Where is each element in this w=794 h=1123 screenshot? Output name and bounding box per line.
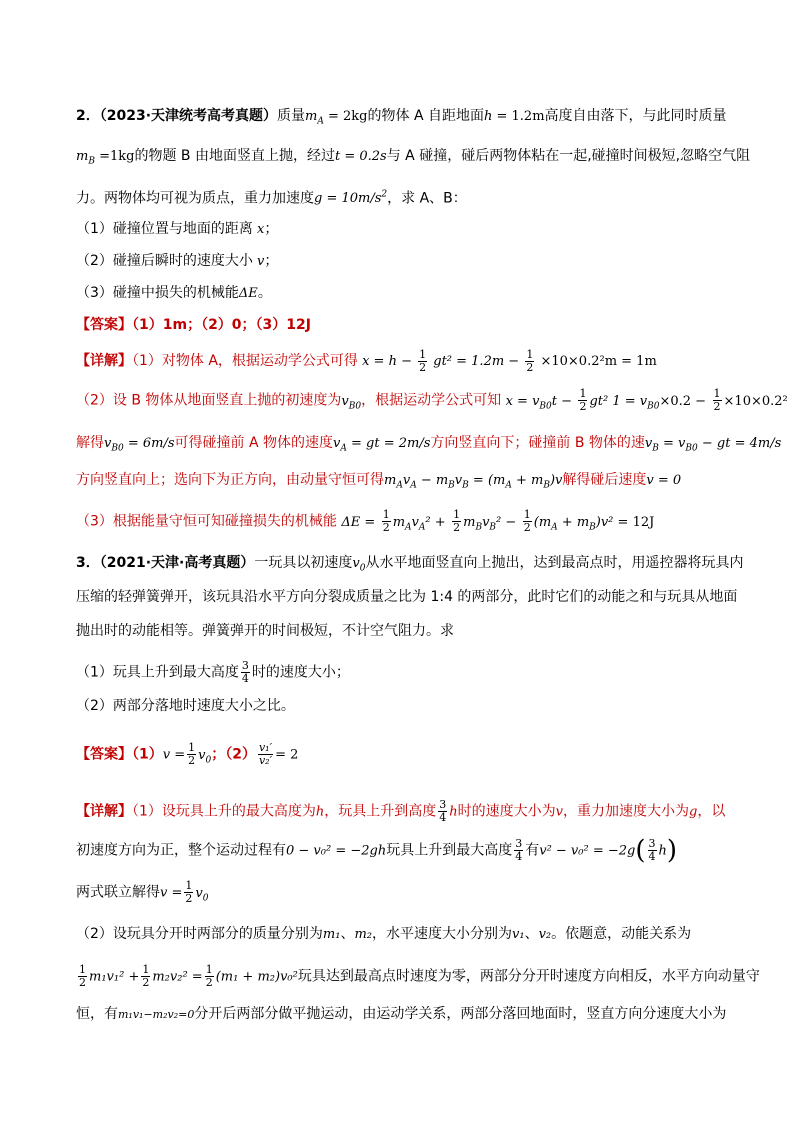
q2-sub-2: （2）碰撞后瞬时的速度大小 v； — [76, 253, 279, 269]
q2-detail-4: 方向竖直向上；选向下为正方向，由动量守恒可得$m_Av_A - m_Bv_B = (m_A + m_B)v$解得碰后速度v = 0 — [76, 472, 682, 491]
q2-detail-1: 【详解】（1）对物体 A，根据运动学公式可得 x = h − $\frac{1}{2}$ gt² = 1.2m − $\frac{1}{2}$ ×10×0.2²m = 1m — [76, 348, 657, 374]
q3-line-3: 抛出时的动能相等。弹簧弹开的时间极短，不计空气阻力。求 — [76, 623, 454, 639]
answer-tag: 【答案】 — [76, 317, 132, 333]
q3-number: 3． — [76, 555, 100, 571]
q2-text: 与 A 碰撞，碰后两物体粘在一起,碰撞时间极短,忽略空气阻 — [386, 148, 751, 164]
q2-line-2 — [76, 146, 750, 172]
q2-text: 质量 — [277, 108, 306, 124]
q3-sub-1: （1）玩具上升到最大高度 $\frac{3}{4}$ 时的速度大小； — [76, 659, 350, 685]
math-h: h — [484, 109, 493, 124]
q3-detail-2: 初速度方向为正，整个运动过程有0 − v₀² = −2gh玩具上升到最大高度 $\frac{3}{4}$ 有v² − v₀² = −2g( $\frac{3}{4}$ h) — [76, 835, 678, 866]
q2-line-1 — [76, 106, 727, 132]
q3-line-2: 压缩的轻弹簧弹开，该玩具沿水平方向分裂成质量之比为 1:4 的两部分，此时它们的动能之和与玩具从地面 — [76, 589, 738, 605]
math-t: t — [334, 149, 341, 164]
q3-line-1: 3．（2021·天津·高考真题）一玩具以初速度$v_0$从水平地面竖直向上抛出，达到最高点时，用遥控器将玩具内 — [76, 555, 744, 574]
q3-source: （2021·天津·高考真题） — [99, 555, 255, 571]
q2-text: 的物题 B 由地面竖直上抛，经过 — [134, 148, 335, 164]
answer-tag: 【答案】 — [76, 746, 132, 763]
detail-tag: 【详解】 — [76, 803, 132, 820]
q3-detail-6: 恒，有m₁v₁−m₂v₂=0分开后两部分做平抛运动，由运动学关系，两部分落回地面时，竖直方向分速度大小为 — [76, 1006, 727, 1022]
q2-text: 力。两物体均可视为质点，重力加速度 — [76, 190, 314, 207]
q2-answer — [76, 315, 311, 335]
q2-source: （2023·天津统考高考真题） — [99, 108, 278, 124]
q3-answer: 【答案】（1）v = $\frac{1}{2}$ $v_0$；（2） $\frac{\text{v₁′}}{\text{v₂′}}$ = 2 — [76, 741, 299, 767]
math-mA-val: = 2kg — [323, 109, 368, 124]
answer-value: （1）1m；（2）0；（3）12J — [132, 317, 311, 333]
q3-detail-4: （2）设玩具分开时两部分的质量分别为m₁、m₂，水平速度大小分别为v₁、v₂。依题意，动能关系为 — [76, 926, 692, 942]
q2-sub-1: （1）碰撞位置与地面的距离 x； — [76, 221, 279, 237]
math-h-val: = 1.2m — [492, 109, 545, 124]
detail-tag: 【详解】 — [76, 353, 132, 369]
q2-text: 高度自由落下，与此同时质量 — [544, 108, 727, 124]
q2-number: 2． — [76, 108, 100, 124]
q3-sub-2: （2）两部分落地时速度大小之比。 — [76, 698, 295, 714]
q2-text: ，求 A、B： — [387, 190, 467, 207]
q2-detail-2: （2）设 B 物体从地面竖直上抛的初速度为$v_{B0}$，根据运动学公式可知 $x = v_{B0}t$ − $\frac{1}{2}$ gt² $1 = v_{B0}\times 0.2$ − $\frac{1}{2}$ ×10×0.2² — [76, 387, 788, 413]
math-mB-val: =1kg — [94, 149, 135, 164]
math-mB: $m_B$ — [76, 149, 95, 167]
q2-line-3 — [76, 185, 467, 209]
q3-detail-1: 【详解】（1）设玩具上升的最大高度为h，玩具上升到高度 $\frac{3}{4}$ h时的速度大小为v，重力加速度大小为g，以 — [76, 798, 726, 824]
q3-detail-3: 两式联立解得v = $\frac{1}{2}$ $v_0$ — [76, 879, 209, 905]
q2-text: 的物体 A 自距地面 — [367, 108, 484, 124]
math-t-val: = 0.2s — [340, 149, 387, 164]
math-g: $g = 10m/s^2$ — [314, 190, 388, 207]
math-mA: $m_A$ — [305, 109, 324, 127]
q2-sub-3: （3）碰撞中损失的机械能ΔE。 — [76, 285, 272, 301]
q2-detail-5: （3）根据能量守恒可知碰撞损失的机械能 ΔE = $\frac{1}{2}$ $m_Av_A^2$ + $\frac{1}{2}$ $m_Bv_B^2$ − $\frac{1}{2}$ $(m_A + m_B)v^2 = 12J$ — [76, 508, 655, 534]
q2-detail-3: 解得$v_{B0} = 6m/s$可得碰撞前 A 物体的速度$v_A$ = gt = 2m/s方向竖直向下；碰撞前 B 物体的速$v_B = v_{B0}$ − gt = 4m/s — [76, 435, 782, 454]
q3-detail-5: $\frac{1}{2}$ m₁v₁² + $\frac{1}{2}$ m₂v₂² = $\frac{1}{2}$ (m₁ + m₂)v₀²玩具达到最高点时速度为零，两部分分开时速度方向相反，水平方向动量守 — [79, 963, 760, 989]
